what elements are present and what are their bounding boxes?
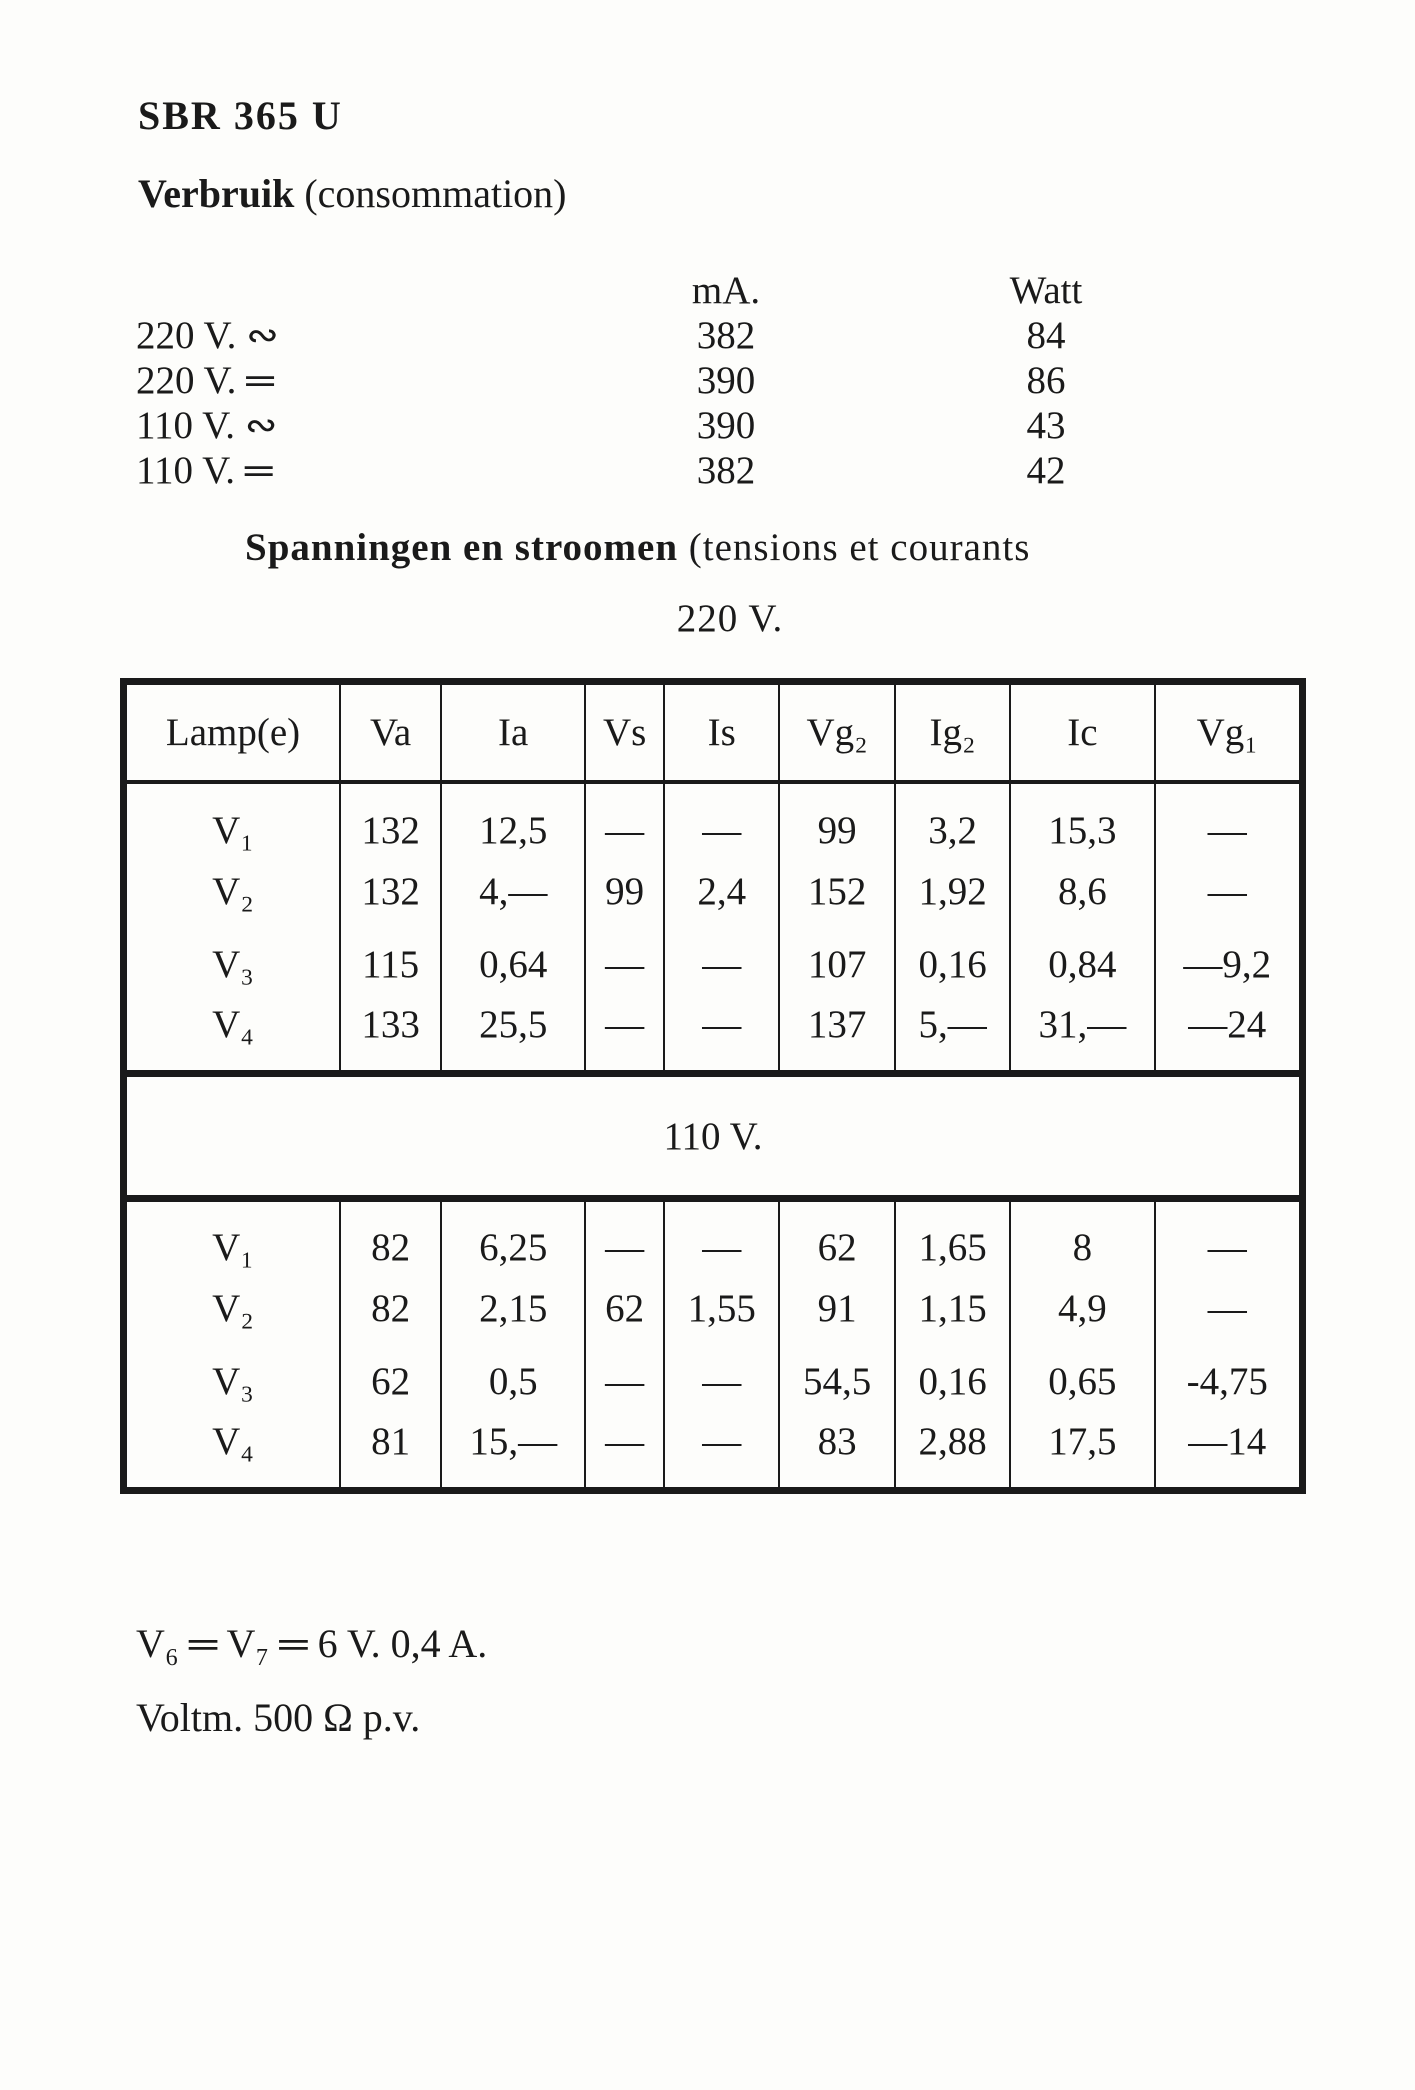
voltage-divider-row	[124, 1074, 1303, 1199]
cell-va: 115	[340, 928, 441, 1001]
cell-is: 1,55	[664, 1272, 779, 1345]
consumption-watt: 42	[1026, 449, 1066, 492]
cell-lamp: V₂	[212, 869, 254, 913]
cell-va: 132	[340, 782, 441, 855]
cell-va: 81	[340, 1418, 441, 1491]
cell-vg2: 62	[779, 1199, 894, 1272]
consumption-voltage: 220 V. ═	[136, 359, 274, 402]
cell-vg2: 99	[779, 782, 894, 855]
cell-vs: —	[585, 1199, 664, 1272]
cell-vg1: —24	[1155, 1001, 1303, 1074]
cell-ia: 25,5	[441, 1001, 585, 1074]
cell-lamp: V₄	[212, 1002, 254, 1046]
section-heading-bold: Spanningen en stroomen	[245, 526, 679, 569]
cell-ig2: 1,65	[895, 1199, 1010, 1272]
column-header-lamp: Lamp(e)	[124, 682, 341, 782]
consumption-voltage: 220 V. ∾	[136, 314, 279, 357]
consumption-ma: 390	[696, 359, 756, 402]
consumption-watt: 43	[1026, 404, 1066, 447]
column-header-vs: Vs	[585, 682, 664, 782]
table-header-row	[124, 682, 1303, 782]
cell-ic: 17,5	[1010, 1418, 1154, 1491]
consumption-heading	[138, 170, 567, 217]
column-header-ic: Ic	[1010, 682, 1154, 782]
consumption-ma: 390	[696, 404, 756, 447]
column-header-va: Va	[340, 682, 441, 782]
cell-ig2: 1,15	[895, 1272, 1010, 1345]
cell-ig2: 0,16	[895, 1345, 1010, 1418]
cell-is: —	[664, 928, 779, 1001]
cell-vg2: 107	[779, 928, 894, 1001]
cell-lamp: V₄	[212, 1419, 254, 1463]
column-header-is: Is	[664, 682, 779, 782]
cell-vg2: 152	[779, 855, 894, 928]
cell-ig2: 3,2	[895, 782, 1010, 855]
cell-vs: —	[585, 1001, 664, 1074]
voltage-110-label: 110 V.	[124, 1074, 1303, 1199]
tension-current-table	[120, 678, 1306, 1494]
cell-lamp: V₁	[212, 1226, 254, 1270]
cell-is: —	[664, 782, 779, 855]
table-row	[124, 782, 1303, 855]
table-row	[124, 1199, 1303, 1272]
cell-ig2: 5,—	[895, 1001, 1010, 1074]
cell-lamp: V₂	[212, 1286, 254, 1330]
cell-va: 82	[340, 1199, 441, 1272]
table-row	[124, 1345, 1303, 1418]
cell-ic: 15,3	[1010, 782, 1154, 855]
table-row	[124, 1001, 1303, 1074]
cell-vg1: -4,75	[1155, 1345, 1303, 1418]
voltage-220-label: 220 V.	[676, 597, 784, 640]
cell-vg2: 137	[779, 1001, 894, 1074]
consumption-ma: 382	[696, 449, 756, 492]
table-row	[124, 928, 1303, 1001]
cell-vg1: —9,2	[1155, 928, 1303, 1001]
cell-is: 2,4	[664, 855, 779, 928]
heater-note: V₆ ═ V₇ ═ 6 V. 0,4 A.	[136, 1621, 488, 1666]
consumption-header-ma: mA.	[691, 269, 761, 312]
cell-ic: 8	[1010, 1199, 1154, 1272]
cell-ig2: 0,16	[895, 928, 1010, 1001]
cell-ig2: 2,88	[895, 1418, 1010, 1491]
cell-ia: 0,5	[441, 1345, 585, 1418]
cell-vg1: —	[1155, 1199, 1303, 1272]
cell-lamp: V₁	[212, 808, 254, 852]
column-header-vg1: Vg₁	[1155, 682, 1303, 782]
cell-vg1: —	[1155, 1272, 1303, 1345]
cell-is: —	[664, 1001, 779, 1074]
cell-vg2: 83	[779, 1418, 894, 1491]
section-heading-rest: (tensions et courants	[678, 526, 1031, 569]
page-title: SBR 365 U	[138, 93, 343, 138]
cell-is: —	[664, 1418, 779, 1491]
table-row	[124, 1418, 1303, 1491]
consumption-watt: 84	[1026, 314, 1066, 357]
cell-is: —	[664, 1345, 779, 1418]
cell-ic: 4,9	[1010, 1272, 1154, 1345]
consumption-watt: 86	[1026, 359, 1066, 402]
voltmeter-note: Voltm. 500 Ω p.v.	[136, 1695, 421, 1740]
cell-ia: 0,64	[441, 928, 585, 1001]
cell-va: 62	[340, 1345, 441, 1418]
cell-lamp: V₃	[212, 1359, 254, 1403]
cell-is: —	[664, 1199, 779, 1272]
cell-ia: 15,—	[441, 1418, 585, 1491]
cell-ic: 0,65	[1010, 1345, 1154, 1418]
cell-vs: —	[585, 1345, 664, 1418]
cell-lamp: V₃	[212, 942, 254, 986]
cell-va: 132	[340, 855, 441, 928]
table-row	[124, 855, 1303, 928]
consumption-heading-rest: (consommation)	[294, 171, 567, 216]
cell-vs: 62	[585, 1272, 664, 1345]
cell-va: 82	[340, 1272, 441, 1345]
table-row	[124, 1272, 1303, 1345]
cell-ia: 2,15	[441, 1272, 585, 1345]
cell-va: 133	[340, 1001, 441, 1074]
cell-ia: 4,—	[441, 855, 585, 928]
consumption-voltage: 110 V. ∾	[136, 404, 278, 447]
cell-vs: —	[585, 1418, 664, 1491]
cell-ia: 12,5	[441, 782, 585, 855]
consumption-voltage: 110 V. ═	[136, 449, 273, 492]
cell-vg1: —	[1155, 855, 1303, 928]
cell-ia: 6,25	[441, 1199, 585, 1272]
column-header-ig2: Ig₂	[895, 682, 1010, 782]
consumption-header-watt: Watt	[1009, 269, 1083, 312]
cell-vg2: 91	[779, 1272, 894, 1345]
cell-vg2: 54,5	[779, 1345, 894, 1418]
cell-ic: 8,6	[1010, 855, 1154, 928]
cell-vs: 99	[585, 855, 664, 928]
cell-ic: 31,—	[1010, 1001, 1154, 1074]
cell-ig2: 1,92	[895, 855, 1010, 928]
cell-ic: 0,84	[1010, 928, 1154, 1001]
cell-vs: —	[585, 928, 664, 1001]
cell-vg1: —14	[1155, 1418, 1303, 1491]
consumption-heading-bold: Verbruik	[138, 171, 295, 216]
cell-vs: —	[585, 782, 664, 855]
cell-vg1: —	[1155, 782, 1303, 855]
column-header-vg2: Vg₂	[779, 682, 894, 782]
section-heading	[245, 525, 1030, 570]
column-header-ia: Ia	[441, 682, 585, 782]
consumption-ma: 382	[696, 314, 756, 357]
